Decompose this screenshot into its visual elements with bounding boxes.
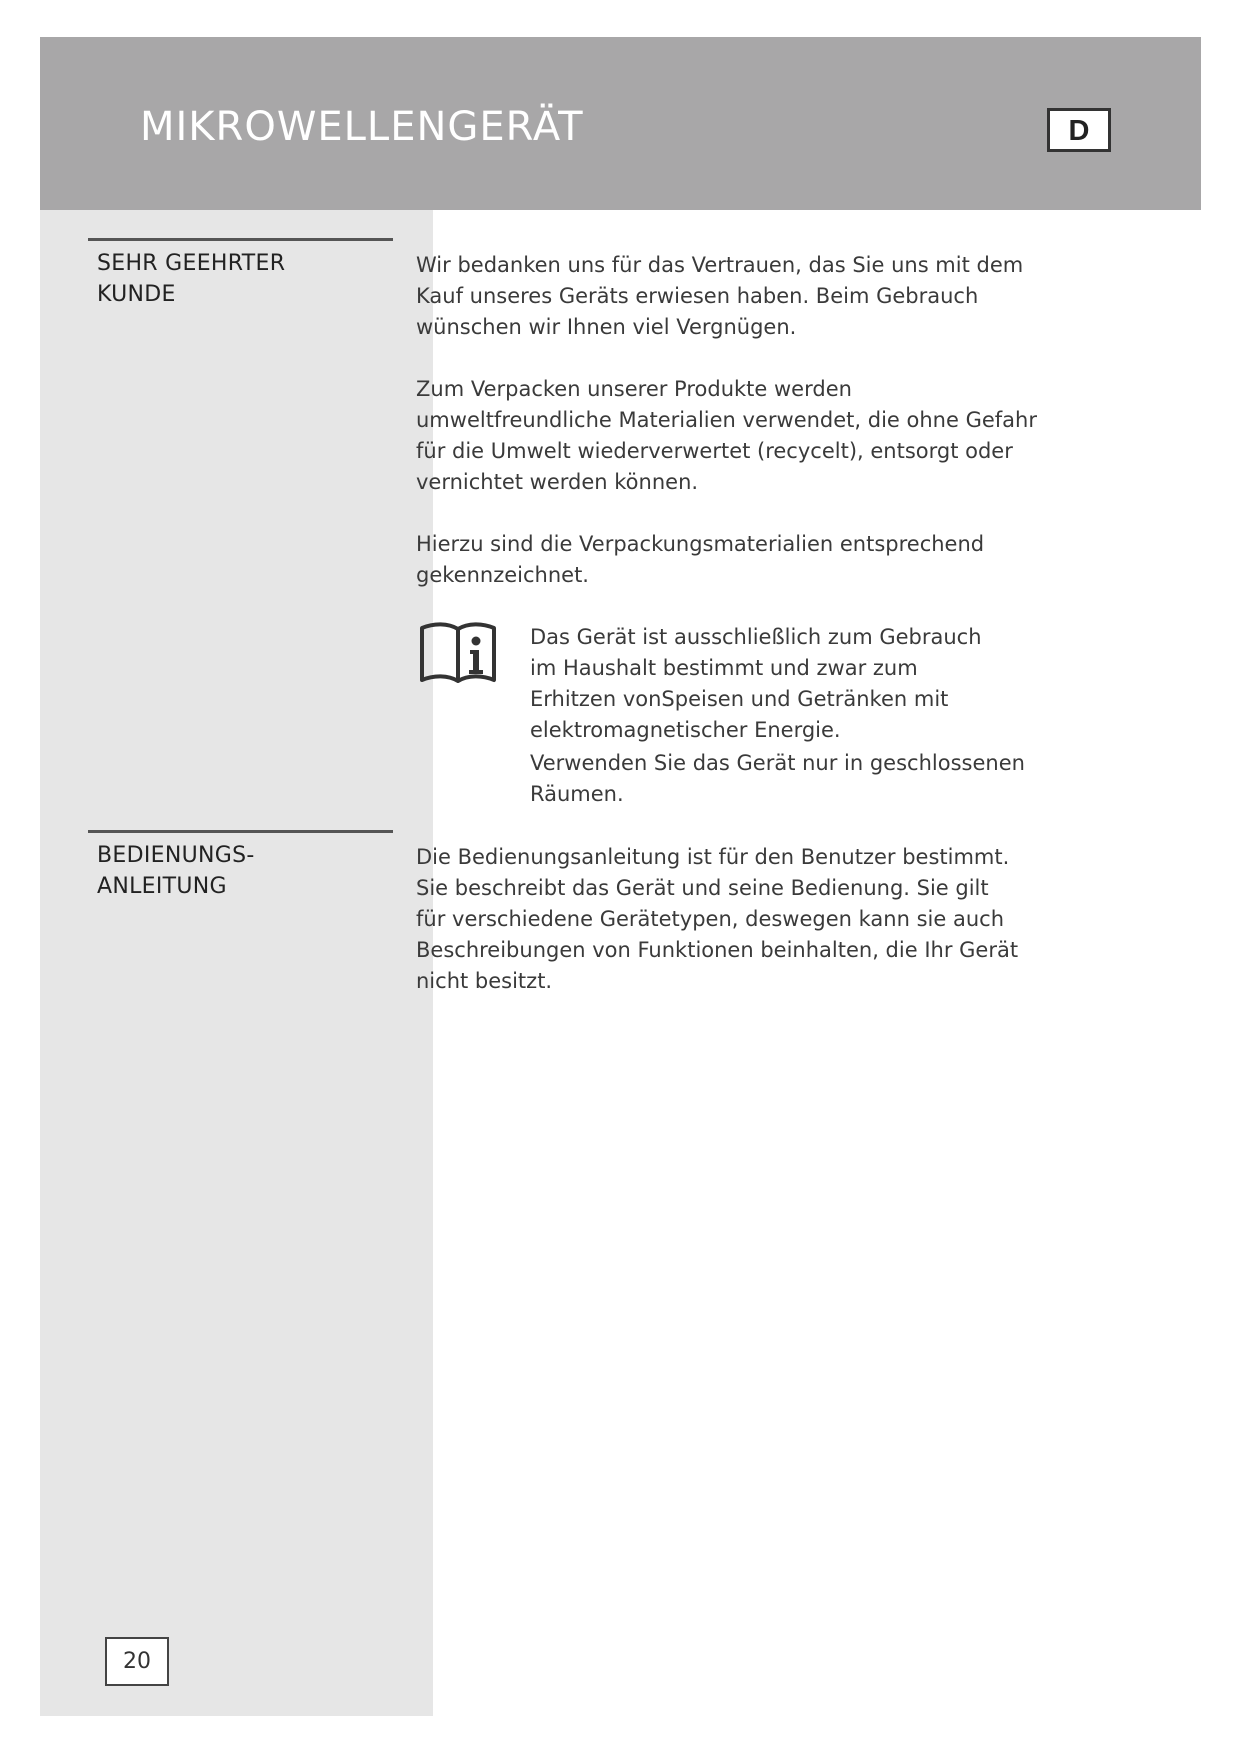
paragraph-manual [416,842,1116,997]
sidebar [40,210,433,1716]
page-number: 20 [105,1637,169,1686]
heading-line: BEDIENUNGS- [97,843,255,868]
text-line: Erhitzen vonSpeisen und Getränken mit [530,687,949,711]
text-line: nicht besitzt. [416,969,553,993]
text-line: elektromagnetischer Energie. [530,718,841,742]
text-line: im Haushalt bestimmt und zwar zum [530,656,918,680]
language-badge: D [1047,108,1111,152]
manual-info-icon [416,620,500,686]
text-line: für verschiedene Gerätetypen, deswegen kann sie auch [416,907,1004,931]
section-divider [88,238,393,241]
text-line: Die Bedienungsanleitung ist für den Benutzer bestimmt. [416,845,1010,869]
heading-line: KUNDE [97,282,176,307]
heading-line: ANLEITUNG [97,874,227,899]
section-divider [88,830,393,833]
text-line: gekennzeichnet. [416,563,589,587]
text-line: Sie beschreibt das Gerät und seine Bedienung. Sie gilt [416,876,989,900]
paragraph-marking [416,529,1116,591]
text-line: vernichtet werden können. [416,470,699,494]
text-line: Beschreibungen von Funktionen beinhalten, die Ihr Gerät [416,938,1019,962]
paragraph-packaging [416,374,1116,498]
text-line: umweltfreundliche Materialien verwendet, die ohne Gefahr [416,408,1037,432]
text-line: Räumen. [530,782,624,806]
text-line: Wir bedanken uns für das Vertrauen, das Sie uns mit dem [416,253,1024,277]
section-heading-manual [97,840,387,902]
text-line: für die Umwelt wiederverwertet (recycelt), entsorgt oder [416,439,1013,463]
text-line: Hierzu sind die Verpackungsmaterialien entsprechend [416,532,985,556]
text-line: Verwenden Sie das Gerät nur in geschlossenen [530,751,1025,775]
text-line: Kauf unseres Geräts erwiesen haben. Beim Gebrauch [416,284,979,308]
info-note-text [530,622,1090,746]
section-heading-dear-customer [97,248,387,310]
text-line: Zum Verpacken unserer Produkte werden [416,377,852,401]
paragraph-thanks [416,250,1116,343]
info-note-text-indoor [530,748,1090,810]
heading-line: SEHR GEEHRTER [97,251,286,276]
text-line: wünschen wir Ihnen viel Vergnügen. [416,315,797,339]
text-line: Das Gerät ist ausschließlich zum Gebrauch [530,625,982,649]
page-header [40,37,1201,210]
page-title: MIKROWELLENGERÄT [140,104,584,150]
